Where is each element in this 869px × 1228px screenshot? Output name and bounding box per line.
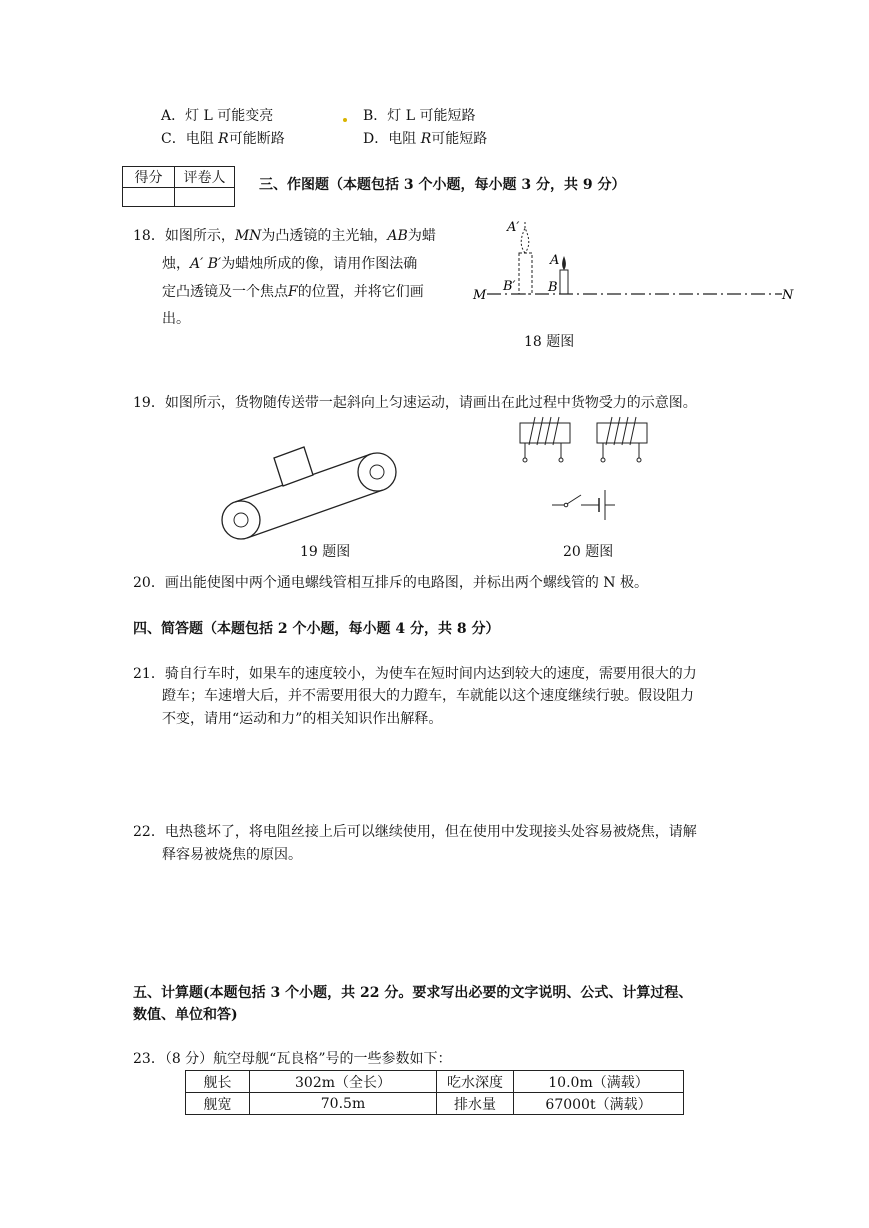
table-row <box>186 1093 684 1115</box>
cargo-box <box>274 447 313 486</box>
q18-line3 <box>162 282 424 302</box>
candle <box>560 270 568 294</box>
q18-text: 18．如图所示， <box>133 228 235 244</box>
table-cell: 70.5m <box>250 1093 437 1115</box>
table-cell: 舰长 <box>186 1071 250 1093</box>
score-box <box>122 166 235 207</box>
option-a: A．灯 L 可能变亮 <box>161 108 274 124</box>
lower-pulley <box>222 501 260 539</box>
table-cell: 吃水深度 <box>437 1071 514 1093</box>
highlight-dot <box>343 118 347 122</box>
option-c-prefix: C．电阻 <box>161 131 219 147</box>
section3-title: 三、作图题（本题包括 3 个小题，每小题 3 分，共 9 分） <box>259 177 626 193</box>
lower-pulley-hub <box>234 513 248 527</box>
option-d-suffix: 可能短路 <box>431 131 488 147</box>
q18-var-ab: AB <box>387 228 408 244</box>
grader-header: 评卷人 <box>175 167 235 188</box>
terminal[interactable] <box>637 458 641 462</box>
q18-var-mn: MN <box>234 228 262 244</box>
q21-line1: 21．骑自行车时，如果车的速度较小，为使车在短时间内达到较大的速度，需要用很大的力 <box>133 666 697 682</box>
solenoid-left <box>520 423 570 443</box>
image-candle <box>519 253 532 294</box>
coil-right-icon <box>606 417 636 445</box>
switch-blade-icon[interactable] <box>567 495 581 504</box>
upper-pulley-hub <box>370 465 384 479</box>
option-c-suffix: 可能断路 <box>228 131 285 147</box>
option-c-var: R <box>218 131 229 147</box>
option-d-prefix: D．电阻 <box>363 131 421 147</box>
belt-bottom <box>247 490 383 538</box>
table-row <box>186 1071 684 1093</box>
q18-caption: 18 题图 <box>524 334 575 350</box>
label-b: B <box>548 280 558 295</box>
table-cell: 10.0m（满载） <box>514 1071 684 1093</box>
solenoid-right <box>597 423 647 443</box>
q18-text: 为凸透镜的主光轴， <box>261 228 388 244</box>
q18-var-ab-prime: A′ B′ <box>190 256 222 272</box>
table-cell: 67000t（满载） <box>514 1093 684 1115</box>
q18-text: 烛， <box>162 256 190 272</box>
q20-figure <box>515 413 655 528</box>
option-d <box>363 129 487 149</box>
q18-line1 <box>133 226 436 246</box>
q18-figure <box>470 215 800 310</box>
q19-conveyor-figure <box>215 445 400 540</box>
score-header: 得分 <box>123 167 175 188</box>
terminal[interactable] <box>601 458 605 462</box>
q19-text: 19．如图所示，货物随传送带一起斜向上匀速运动，请画出在此过程中货物受力的示意图。 <box>133 395 697 411</box>
label-a-prime: A′ <box>507 220 520 235</box>
section5-title-line1: 五、计算题(本题包括 3 个小题，共 22 分。要求写出必要的文字说明、公式、计算过程、 <box>133 985 693 1001</box>
q18-text: 定凸透镜及一个焦点 <box>162 284 288 300</box>
upper-pulley <box>358 453 396 491</box>
q18-var-f: F <box>288 284 298 300</box>
q19-caption: 19 题图 <box>300 544 351 560</box>
section5-title-line2: 数值、单位和答) <box>133 1007 238 1023</box>
section4-title: 四、简答题（本题包括 2 个小题，每小题 4 分，共 8 分） <box>133 621 500 637</box>
q20-text: 20．画出能使图中两个通电螺线管相互排斥的电路图，并标出两个螺线管的 N 极。 <box>133 575 648 591</box>
q23-text: 23．（8 分）航空母舰“瓦良格”号的一些参数如下： <box>133 1051 452 1067</box>
q20-caption: 20 题图 <box>563 544 614 560</box>
q21-line3: 不变，请用“运动和力”的相关知识作出解释。 <box>162 711 443 727</box>
coil-left-icon <box>529 417 559 445</box>
table-cell: 排水量 <box>437 1093 514 1115</box>
candle-flame-icon <box>562 256 566 270</box>
label-m: M <box>473 288 487 303</box>
grader-cell[interactable] <box>175 188 235 207</box>
q18-line2 <box>162 254 417 274</box>
table-cell: 302m（全长） <box>250 1071 437 1093</box>
q18-text: 为蜡 <box>407 228 436 244</box>
label-b-prime: B′ <box>503 279 516 294</box>
score-cell[interactable] <box>123 188 175 207</box>
q21-line2: 蹬车；车速增大后，并不需要用很大的力蹬车，车就能以这个速度继续行驶。假设阻力 <box>162 688 694 704</box>
carrier-params-table <box>185 1070 684 1115</box>
option-c <box>161 129 285 149</box>
terminal[interactable] <box>523 458 527 462</box>
option-d-var: R <box>420 131 432 147</box>
terminal[interactable] <box>559 458 563 462</box>
table-cell: 舰宽 <box>186 1093 250 1115</box>
option-b: B．灯 L 可能短路 <box>363 108 476 124</box>
q22-line2: 释容易被烧焦的原因。 <box>162 847 302 863</box>
label-n: N <box>782 288 794 303</box>
q18-text: 为蜡烛所成的像，请用作图法确 <box>221 256 418 272</box>
label-a: A <box>550 253 560 268</box>
q22-line1: 22．电热毯坏了，将电阻丝接上后可以继续使用，但在使用中发现接头处容易被烧焦，请解 <box>133 824 697 840</box>
q18-line4: 出。 <box>162 311 190 327</box>
image-flame-icon <box>521 228 529 253</box>
q18-text: 的位置，并将它们画 <box>297 284 424 300</box>
